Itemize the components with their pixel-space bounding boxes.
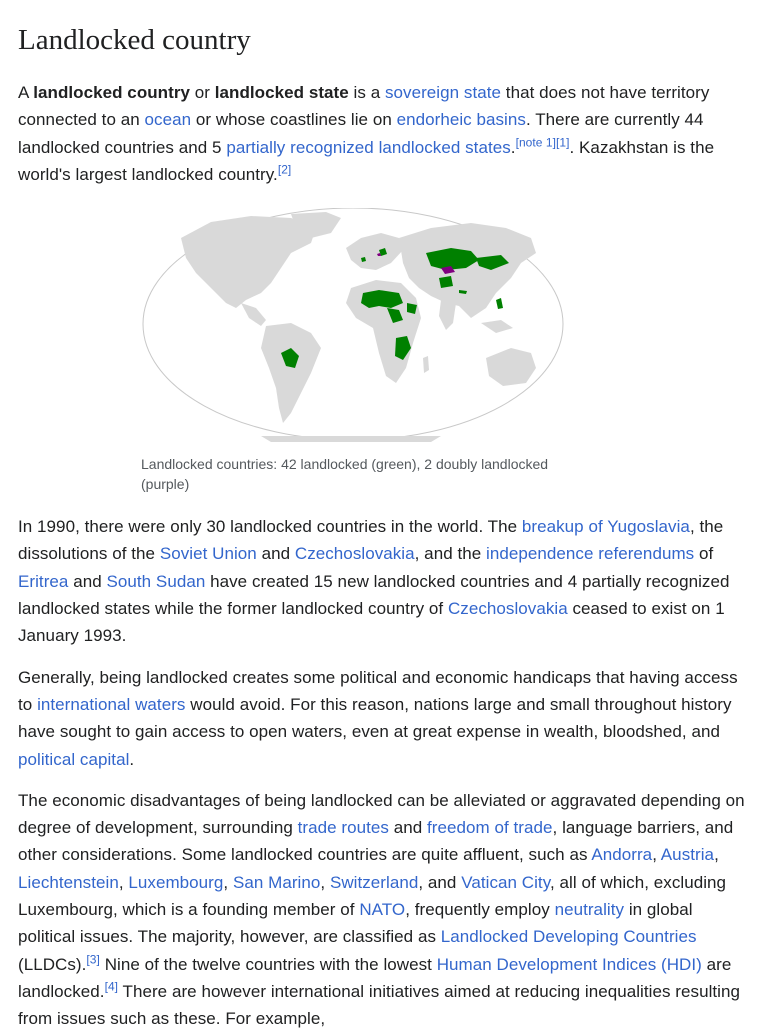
link-neutrality[interactable]: neutrality (554, 900, 625, 920)
text: are landlocked. (18, 954, 732, 1001)
text: . (129, 749, 135, 769)
text: Generally, being landlocked creates some political and economic handicaps that having access to (18, 667, 738, 714)
link-soviet-union[interactable]: Soviet Union (159, 544, 257, 564)
map-caption: Landlocked countries: 42 landlocked (green), 2 doubly landlocked (purple) (141, 456, 549, 493)
history-paragraph (18, 513, 750, 649)
link-vatican-city[interactable]: Vatican City (461, 872, 550, 892)
link-partially-recognized-states[interactable]: partially recognized landlocked states (226, 137, 511, 157)
text: and (68, 571, 107, 591)
link-liechtenstein[interactable]: Liechtenstein (18, 872, 119, 892)
link-hdi[interactable]: Human Development Indices (HDI) (436, 954, 702, 974)
handicaps-paragraph (18, 664, 750, 773)
link-andorra[interactable]: Andorra (591, 845, 653, 865)
text: have created 15 new landlocked countries and 4 partially recognized landlocked states while the former landlocked country of (18, 571, 730, 619)
citation-note-1[interactable]: [note 1][1] (515, 134, 570, 149)
text: , (118, 872, 129, 892)
economics-paragraph (18, 787, 750, 1033)
bold-term-landlocked-state: landlocked state (214, 83, 349, 102)
bold-term-landlocked-country: landlocked country (33, 83, 190, 102)
text: is a (348, 83, 385, 102)
text: , and the (414, 544, 487, 564)
link-endorheic-basins[interactable]: endorheic basins (396, 110, 526, 130)
link-austria[interactable]: Austria (660, 845, 715, 865)
text: , the dissolutions of the (18, 517, 724, 564)
link-freedom-of-trade[interactable]: freedom of trade (427, 818, 553, 838)
link-nato[interactable]: NATO (359, 900, 406, 920)
text: . (510, 137, 516, 157)
link-ocean[interactable]: ocean (144, 110, 192, 130)
text: would avoid. For this reason, nations large and small throughout history have sought to gain access to open waters, even at great expense in wealth, bloodshed, and (18, 694, 732, 742)
link-luxembourg[interactable]: Luxembourg (128, 872, 224, 892)
text: , (320, 872, 330, 892)
citation-3[interactable]: [3] (86, 951, 100, 966)
text: , (714, 845, 719, 865)
text: , (652, 845, 661, 865)
citation-4[interactable]: [4] (104, 979, 119, 994)
page-title: Landlocked country (18, 24, 251, 56)
intro-paragraph (18, 79, 750, 188)
link-trade-routes[interactable]: trade routes (297, 818, 389, 838)
text: , all of which, excluding Luxembourg, which is a founding member of (18, 872, 727, 920)
map-figure (141, 208, 601, 494)
text: or (190, 83, 215, 102)
text: , language barriers, and other considerations. Some landlocked countries are quite affluent, such as (18, 818, 734, 865)
link-lldc[interactable]: Landlocked Developing Countries (440, 927, 697, 947)
text: A (18, 83, 34, 102)
text: In 1990, there were only 30 landlocked countries in the world. The (18, 517, 522, 537)
text: . There are currently 44 landlocked countries and 5 (18, 110, 704, 157)
world-map-image[interactable] (141, 208, 566, 448)
link-sovereign-state[interactable]: sovereign state (384, 83, 502, 102)
link-czechoslovakia-2[interactable]: Czechoslovakia (447, 599, 568, 619)
link-breakup-of-yugoslavia[interactable]: breakup of Yugoslavia (521, 517, 690, 537)
link-south-sudan[interactable]: South Sudan (106, 571, 206, 591)
text: or whose coastlines lie on (191, 110, 397, 130)
text: (LLDCs). (18, 954, 87, 974)
text: in global political issues. The majority, however, are classified as (18, 900, 693, 947)
text: Nine of the twelve countries with the lowest (99, 954, 437, 974)
link-international-waters[interactable]: international waters (37, 694, 186, 714)
text: , frequently employ (405, 900, 555, 920)
link-political-capital[interactable]: political capital (18, 749, 130, 769)
text: , (223, 872, 233, 892)
link-eritrea[interactable]: Eritrea (18, 571, 69, 591)
link-switzerland[interactable]: Switzerland (329, 872, 419, 892)
text: ceased to exist on 1 January 1993. (18, 599, 725, 646)
text: of (694, 544, 714, 564)
text: The economic disadvantages of being landlocked can be alleviated or aggravated depending on degree of development, surrounding (18, 790, 745, 838)
text: that does not have territory connected to an (18, 83, 710, 130)
text: and (388, 818, 427, 838)
world-map (141, 208, 566, 448)
citation-2[interactable]: [2] (277, 162, 292, 177)
text: , and (418, 872, 462, 892)
text: . Kazakhstan is the world's largest landlocked country. (18, 137, 715, 184)
text: There are however international initiatives aimed at reducing inequalities resulting from issues such as these. For example, (18, 981, 741, 1029)
link-czechoslovakia[interactable]: Czechoslovakia (294, 544, 415, 564)
text: and (256, 544, 295, 564)
link-san-marino[interactable]: San Marino (232, 872, 321, 892)
link-independence-referendums[interactable]: independence referendums (486, 544, 695, 564)
